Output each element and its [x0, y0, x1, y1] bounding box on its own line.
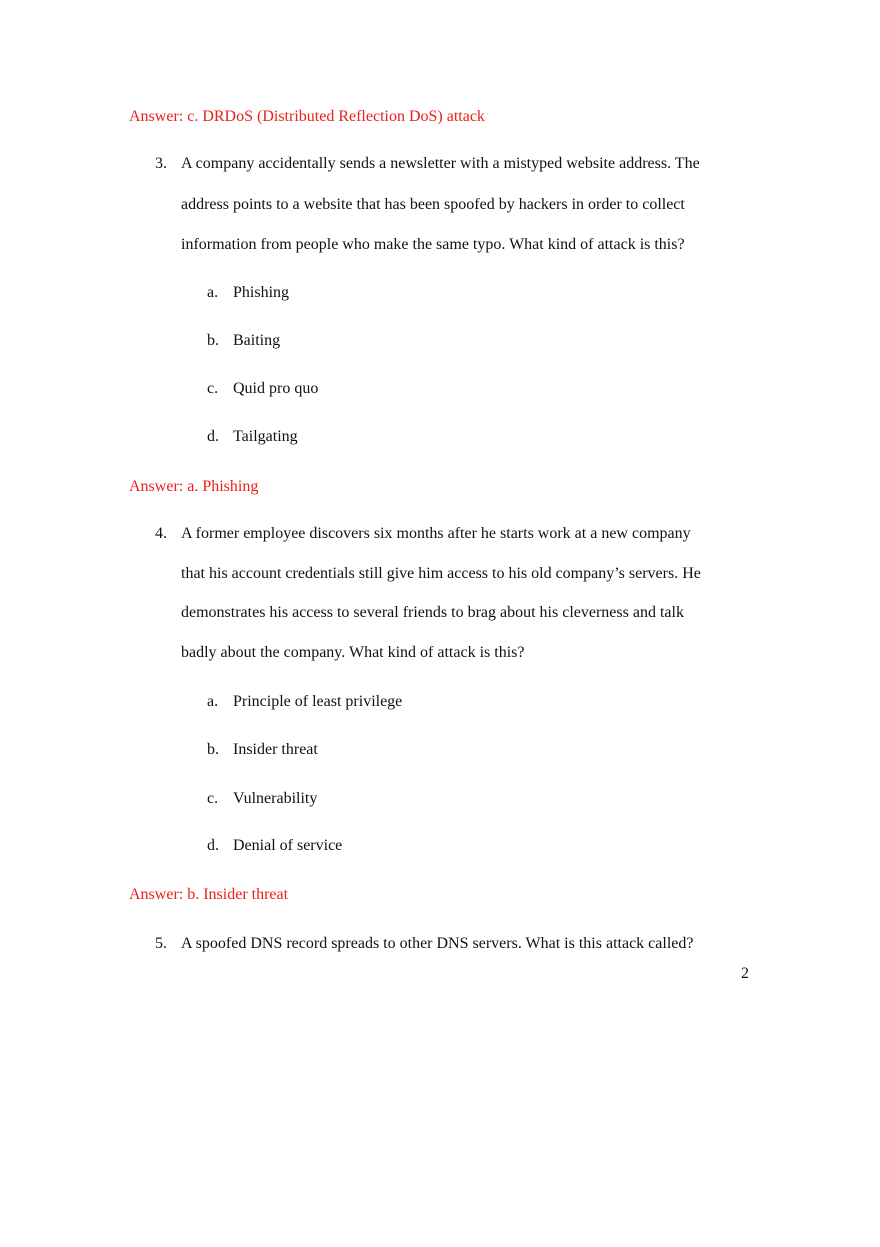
option-letter: a.	[207, 693, 219, 710]
option-text: Quid pro quo	[233, 380, 319, 397]
answer-q2: Answer: c. DRDoS (Distributed Reflection DoS) attack	[129, 108, 485, 125]
question-number: 4.	[155, 525, 167, 542]
question-text-line: A company accidentally sends a newsletter with a mistyped website address. The	[181, 155, 700, 172]
question-number: 5.	[155, 935, 167, 952]
option-text: Tailgating	[233, 428, 298, 445]
question-text-line: badly about the company. What kind of attack is this?	[181, 644, 525, 661]
question-text-line: that his account credentials still give him access to his old company’s servers. He	[181, 565, 701, 582]
question-text-line: information from people who make the same typo. What kind of attack is this?	[181, 236, 685, 253]
answer-q3: Answer: a. Phishing	[129, 478, 259, 495]
question-text-line: address points to a website that has been spoofed by hackers in order to collect	[181, 196, 685, 213]
option-text: Vulnerability	[233, 790, 318, 807]
question-text-line: A former employee discovers six months after he starts work at a new company	[181, 525, 691, 542]
question-text-line: demonstrates his access to several friends to brag about his cleverness and talk	[181, 604, 684, 621]
option-letter: d.	[207, 428, 219, 445]
option-letter: d.	[207, 837, 219, 854]
option-letter: c.	[207, 790, 219, 807]
option-text: Insider threat	[233, 741, 318, 758]
page-number: 2	[741, 965, 749, 982]
option-text: Baiting	[233, 332, 281, 349]
option-letter: b.	[207, 332, 219, 349]
question-number: 3.	[155, 155, 167, 172]
option-text: Denial of service	[233, 837, 343, 854]
option-letter: c.	[207, 380, 219, 397]
answer-q4: Answer: b. Insider threat	[129, 886, 289, 903]
option-text: Principle of least privilege	[233, 693, 403, 710]
option-letter: b.	[207, 741, 219, 758]
option-text: Phishing	[233, 284, 290, 301]
question-text-line: A spoofed DNS record spreads to other DNS servers. What is this attack called?	[181, 935, 694, 952]
option-letter: a.	[207, 284, 219, 301]
